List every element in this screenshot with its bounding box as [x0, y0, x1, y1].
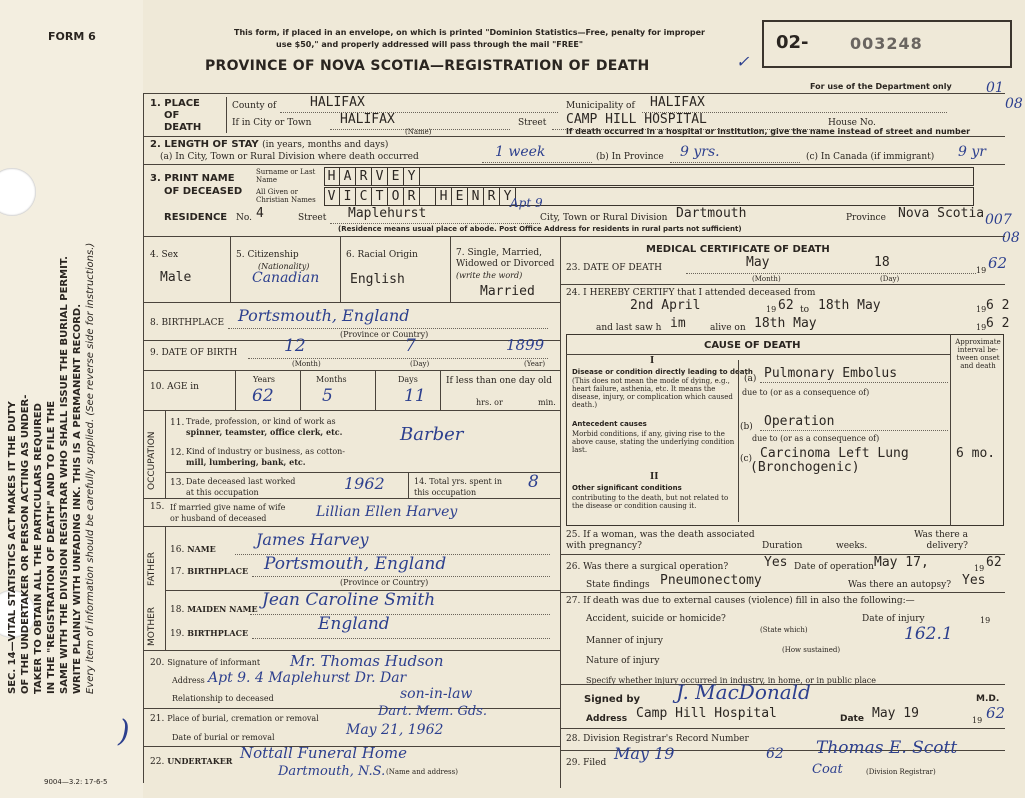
rule [760, 430, 948, 431]
cell-divider [230, 236, 231, 302]
death-day: 18 [874, 255, 890, 270]
racial-label: 6. Racial Origin [346, 250, 418, 260]
roman-numeral-1: I [650, 356, 655, 366]
province-note: (Province or Country) [340, 578, 429, 587]
cause-title: CAUSE OF DEATH [704, 340, 801, 351]
relationship-value: son-in-law [400, 686, 473, 702]
name-letter-cell: V [324, 187, 340, 206]
q25-label: 25. If a woman, was the death associated with pregnancy? [566, 530, 755, 551]
state-which-note: (State which) [760, 626, 808, 634]
place-label: 1. PLACE OF DEATH [150, 98, 202, 133]
occupation-side-label: OCCUPATION [147, 431, 157, 490]
address-label: Address [586, 714, 628, 724]
registration-number-box [762, 20, 1012, 68]
century: 19 [972, 716, 983, 725]
divider [143, 236, 1005, 237]
rule [760, 382, 948, 383]
day-note: (Day) [880, 275, 900, 283]
burial-place: Dart. Mem. Gds. [378, 704, 487, 719]
surname-label: Surname or Last Name [256, 168, 316, 184]
city-value: HALIFAX [340, 112, 395, 127]
year-note: (Year) [524, 360, 546, 368]
death-month: May [746, 255, 770, 270]
divider [143, 526, 560, 527]
check-mark: ✓ [736, 52, 750, 71]
q18: 18. MAIDEN NAME [170, 604, 258, 615]
residence-city-value: Dartmouth [676, 206, 747, 221]
street-value: CAMP HILL HOSPITAL [566, 112, 707, 127]
residence-note: (Residence means usual place of abode. Post Office Address for residents in rural parts not sufficient) [338, 225, 742, 233]
cause-a-label: (a) [744, 374, 757, 384]
name-section-label: 3. PRINT NAME OF DECEASED [150, 173, 243, 197]
stay-city-value: 1 week [495, 144, 546, 160]
cell-divider [165, 526, 166, 650]
envelope-note: This form, if placed in an envelope, on which is printed "Dominion Statistics—Free, penalty for improper [234, 28, 705, 37]
residence-label: RESIDENCE [164, 212, 228, 223]
cell-divider [300, 370, 301, 410]
physician-signature: J. MacDonald [676, 680, 811, 704]
sex-value: Male [160, 270, 192, 285]
age-years: 62 [252, 386, 274, 406]
form-number: FORM 6 [48, 30, 96, 43]
hospital-note: If death occurred in a hospital or institution, give the name instead of street and number [566, 127, 971, 136]
cause-c-label: (c) [740, 454, 753, 464]
given-names-label: All Given or Christian Names [256, 188, 316, 204]
column-divider [560, 236, 561, 788]
divider [143, 498, 560, 499]
physician-date: May 19 [872, 706, 919, 721]
total-years-value: 8 [528, 472, 539, 492]
attend-to: 18th May [818, 298, 881, 313]
dob-day: 7 [405, 336, 416, 356]
undertaker-address: Dartmouth, N.S. [278, 764, 386, 779]
op-date: May 17, [874, 555, 929, 570]
filed-year: 62 [766, 746, 784, 762]
dept-code: 007 [985, 212, 1012, 228]
dob-year: 1899 [506, 336, 545, 354]
industry-label: Specify whether injury occurred in industry, in home, or in public place [586, 676, 876, 685]
divider [566, 354, 950, 355]
q23-label: 23. DATE OF DEATH [566, 263, 662, 273]
trade-value: Barber [400, 424, 464, 445]
department-use-label: For use of the Department only [810, 82, 952, 91]
burial-date: May 21, 1962 [346, 722, 444, 738]
surgery-value: Yes [764, 555, 788, 570]
name-letter-cell: E [452, 187, 468, 206]
md-label: M.D. [976, 694, 1000, 704]
residence-no-value: 4 [256, 206, 264, 221]
rule [482, 162, 592, 163]
stay-province-label: (b) In Province [596, 152, 664, 162]
q17: 17. BIRTHPLACE [170, 566, 249, 577]
signed-by-label: Signed by [584, 694, 641, 705]
length-of-stay-label: 2. LENGTH OF STAY (in years, months and days) [150, 139, 389, 150]
attend-from-year: 62 [778, 298, 794, 313]
other-conditions-label: Other significant conditions [572, 484, 682, 492]
county-label: County of [232, 101, 277, 111]
q13-num: 13. [170, 478, 185, 488]
days-label: Days [398, 375, 418, 384]
medical-title: MEDICAL CERTIFICATE OF DEATH [646, 244, 830, 255]
q13-text: Date deceased last worked at this occupation [186, 477, 296, 497]
rule [250, 614, 550, 615]
divider [560, 728, 1005, 729]
name-letter-cell: R [484, 187, 500, 206]
cell-divider [450, 236, 451, 302]
q22: 22. UNDERTAKER [150, 756, 233, 767]
residence-city-label: City, Town or Rural Division [540, 213, 668, 223]
province-note: (Province or Country) [340, 330, 429, 339]
autopsy-label: Was there an autopsy? [848, 580, 952, 590]
name-letter-cell [420, 187, 436, 206]
undertaker-name: Nottall Funeral Home [240, 744, 408, 762]
name-hint: (Name) [405, 128, 432, 136]
cause-c-detail: (Bronchogenic) [750, 460, 860, 475]
op-date-label: Date of operation [794, 562, 874, 572]
antecedent-note: Morbid conditions, if any, giving rise to the above cause, stating the underlying condition last. [572, 430, 735, 454]
father-birthplace: Portsmouth, England [264, 554, 447, 574]
disease-label: Disease or condition directly leading to death [572, 368, 753, 376]
code-note: 162.1 [904, 624, 953, 644]
to-label: to [800, 305, 810, 315]
name-letter-cell: O [388, 187, 404, 206]
century: 19 [976, 323, 987, 332]
century: 19 [766, 305, 777, 314]
informant-signature: Mr. Thomas Hudson [290, 652, 444, 670]
name-letter-cell: Y [404, 167, 420, 186]
how-note: (How sustained) [782, 646, 841, 654]
name-letter-cell: H [436, 187, 452, 206]
century: 19 [980, 616, 991, 625]
q29-label: 29. Filed [566, 758, 607, 768]
accident-label: Accident, suicide or homicide? [586, 614, 726, 624]
name-letter-cell: R [356, 167, 372, 186]
q15-text: If married give name of wife or husband of deceased [170, 503, 286, 523]
op-year: 62 [986, 555, 1002, 570]
divider [143, 164, 1005, 165]
dob-label: 9. DATE OF BIRTH [150, 348, 238, 358]
cause-b: Operation [764, 414, 835, 429]
alive-label: alive on [710, 323, 746, 333]
manner-label: Manner of injury [586, 636, 663, 646]
cell-divider [375, 370, 376, 410]
rule [252, 576, 550, 577]
duration-label: Duration [762, 541, 803, 551]
q21: 21. Place of burial, cremation or removal [150, 714, 319, 724]
divider [143, 302, 560, 303]
registrar-signature: Thomas E. Scott [816, 738, 958, 758]
cause-c: Carcinoma Left Lung [760, 446, 909, 461]
alive-on: 18th May [754, 316, 817, 331]
residence-province-label: Province [846, 213, 886, 223]
surname-grid [324, 167, 974, 186]
cell-divider [235, 370, 236, 410]
century: 19 [976, 305, 987, 314]
death-year: 62 [988, 254, 1008, 272]
street-label: Street [518, 118, 547, 128]
informant-address: Apt 9. 4 Maplehurst Dr. Dar [208, 670, 407, 686]
last-worked-value: 1962 [344, 474, 385, 493]
nature-label: Nature of injury [586, 656, 660, 666]
registrar-extra: Coat [812, 762, 843, 777]
father-side-label: FATHER [147, 551, 157, 586]
q27-label: 27. If death was due to external causes (violence) fill in also the following:— [566, 596, 915, 606]
q12-text: Kind of industry or business, as cotton- mill, lumbering, bank, etc. [186, 447, 345, 467]
delivery-label: Was there a delivery? [914, 530, 968, 551]
city-label: If in City or Town [232, 118, 312, 128]
q19: 19. BIRTHPLACE [170, 628, 249, 639]
physician-address: Camp Hill Hospital [636, 706, 777, 721]
filed-date: May 19 [614, 744, 675, 763]
name-address-note: (Name and address) [386, 768, 458, 776]
weeks-label: weeks. [836, 541, 868, 551]
day-note: (Day) [410, 360, 430, 368]
reg-number: 003248 [850, 34, 923, 53]
divider [165, 472, 560, 473]
name-letter-cell: T [372, 187, 388, 206]
page-title: PROVINCE OF NOVA SCOTIA—REGISTRATION OF DEATH [205, 58, 650, 74]
century: 19 [976, 266, 987, 275]
residence-street-value: Maplehurst [348, 206, 427, 221]
rule [280, 112, 558, 113]
physician-date-year: 62 [986, 704, 1006, 722]
century: 19 [974, 564, 985, 573]
rule [686, 273, 976, 274]
spouse-name: Lillian Ellen Harvey [316, 504, 458, 520]
due-to: due to (or as a consequence of) [752, 434, 880, 443]
birthplace-label: 8. BIRTHPLACE [150, 318, 225, 328]
attend-from: 2nd April [630, 298, 701, 313]
hrs-label: hrs. or [476, 398, 503, 407]
alive-year: 6 2 [986, 316, 1010, 331]
interval-note: Approximate interval be-tween onset and death [955, 338, 1001, 370]
q24-label: 24. I HEREBY CERTIFY that I attended deceased from [566, 288, 816, 298]
rule [228, 328, 548, 329]
municipality-value: HALIFAX [650, 95, 705, 110]
birthplace-value: Portsmouth, England [238, 306, 410, 325]
mother-side-label: MOTHER [147, 606, 157, 646]
reg-prefix: 02- [776, 32, 809, 53]
stay-canada-value: 9 yr [958, 144, 986, 160]
cell-divider [408, 472, 409, 498]
age-label: 10. AGE in [150, 382, 199, 392]
divider [143, 93, 144, 783]
due-to: due to (or as a consequence of) [742, 388, 870, 397]
divider [143, 370, 560, 371]
last-saw-label: and last saw h [596, 323, 662, 333]
q12-num: 12. [170, 448, 185, 458]
name-letter-cell: E [388, 167, 404, 186]
stay-canada-label: (c) In Canada (if immigrant) [806, 152, 935, 162]
q26-label: 26. Was there a surgical operation? [566, 562, 729, 572]
divider [143, 650, 560, 651]
month-note: (Month) [752, 275, 781, 283]
divider [143, 708, 560, 709]
relationship-label: Relationship to deceased [172, 694, 274, 703]
roman-numeral-2: II [650, 472, 659, 482]
marital-value: Married [480, 284, 535, 299]
antecedent-label: Antecedent causes [572, 420, 647, 428]
municipality-label: Municipality of [566, 101, 635, 111]
county-value: HALIFAX [310, 95, 365, 110]
cause-b-label: (b) [740, 422, 753, 432]
sex-label: 4. Sex [150, 250, 179, 260]
name-letter-cell: N [468, 187, 484, 206]
cause-a: Pulmonary Embolus [764, 366, 898, 381]
residence-street-label: Street [298, 213, 327, 223]
dob-month: 12 [284, 336, 306, 356]
lessthan-label: If less than one day old [446, 376, 553, 386]
date-injury-label: Date of injury [862, 614, 925, 624]
mother-birthplace: England [318, 614, 390, 634]
stay-province-value: 9 yrs. [680, 144, 720, 160]
divider [143, 410, 560, 411]
stay-city-label: (a) In City, Town or Rural Division where death occurred [160, 152, 419, 162]
name-letter-cell: R [404, 187, 420, 206]
age-days: 11 [404, 386, 426, 406]
age-months: 5 [322, 386, 333, 406]
residence-no-label: No. [236, 213, 252, 223]
months-label: Months [316, 375, 347, 384]
name-letter-cell: C [356, 187, 372, 206]
cell-divider [165, 410, 166, 498]
name-letter-cell: I [340, 187, 356, 206]
residence-apt: Apt 9 [510, 196, 543, 210]
q14-text: 14. Total yrs. spent in this occupation [414, 477, 502, 497]
month-note: (Month) [292, 360, 321, 368]
q16: 16. NAME [170, 544, 216, 555]
q11-num: 11. [170, 418, 185, 428]
divider [560, 284, 1005, 285]
interval-c: 6 mo. [956, 446, 996, 461]
rule [252, 638, 550, 639]
attend-to-year: 6 2 [986, 298, 1010, 313]
name-letter-cell: H [324, 167, 340, 186]
cell-divider [950, 334, 951, 526]
citizenship-value: Canadian [252, 270, 320, 286]
racial-value: English [350, 272, 405, 287]
disease-note: (This does not mean the mode of dying, e.g., heart failure, asthenia, etc. It means the disease, injury, or complication which caused death.) [572, 377, 733, 409]
margin-mark: ) [118, 714, 130, 749]
dept-code: 01 [986, 80, 1004, 96]
marital-label: 7. Single, Married, Widowed or Divorced (write the word) [456, 248, 555, 280]
q20: 20. Signature of informant [150, 658, 261, 668]
house-label: House No. [828, 118, 876, 128]
registrar-note: (Division Registrar) [866, 768, 936, 776]
cell-divider [340, 236, 341, 302]
other-conditions-note: contributing to the death, but not related to the disease or condition causing it. [572, 494, 729, 510]
q15-num: 15. [150, 502, 165, 512]
findings-value: Pneumonectomy [660, 573, 762, 588]
side-instructions: SEC. 14—VITAL STATISTICS ACT MAKES IT THE DUTY OF THE UNDERTAKER OR PERSON ACTING AS UNDER- TAKER TO OBTAIN ALL THE PARTICULARS REQUIRED IN THE "REGISTRATION OF DEATH" AND TO FILE THE SAME WITH THE DIVISION REGISTRAR WHO SHALL ISSUE THE BURIAL PERMIT. WRITE PLAINLY WITH UNFADING INK. THIS IS A PERMANENT RECORD. Every item of information should be carefully supplied. (See reverse side for instructions.) [7, 242, 96, 694]
informant-address-label: Address [172, 676, 205, 685]
bracket [738, 360, 739, 522]
cell-divider [440, 370, 441, 410]
rule [248, 358, 548, 359]
q11-text: Trade, profession, or kind of work as spinner, teamster, office clerk, etc. [186, 417, 343, 437]
rule [670, 162, 800, 163]
name-letter-cell: V [372, 167, 388, 186]
rule [330, 223, 540, 224]
q28-label: 28. Division Registrar's Record Number [566, 734, 749, 744]
divider [143, 93, 1005, 94]
bracket [226, 97, 227, 133]
min-label: min. [538, 398, 556, 407]
autopsy-value: Yes [962, 573, 986, 588]
findings-label: State findings [586, 580, 650, 590]
father-name: James Harvey [256, 530, 369, 549]
date-label: Date [840, 714, 864, 724]
years-label: Years [253, 375, 276, 384]
name-letter-cell: A [340, 167, 356, 186]
dept-code: 08 [1002, 230, 1020, 246]
burial-date-label: Date of burial or removal [172, 733, 275, 742]
dept-code: 08 [1005, 96, 1023, 112]
last-saw-h: im [670, 316, 686, 331]
citizenship-label: 5. Citizenship [236, 250, 299, 260]
envelope-note-2: use $50," and properly addressed will pass through the mail "FREE" [276, 40, 583, 49]
form-code: 9004—3.2: 17-6-5 [44, 778, 108, 786]
name-letter-cell: Y [500, 187, 516, 206]
divider [560, 592, 1005, 593]
mother-name: Jean Caroline Smith [262, 590, 436, 610]
divider [143, 136, 1005, 137]
divider [143, 340, 560, 341]
citizenship-note: (Nationality) [258, 262, 310, 271]
residence-province-value: Nova Scotia [898, 206, 985, 221]
